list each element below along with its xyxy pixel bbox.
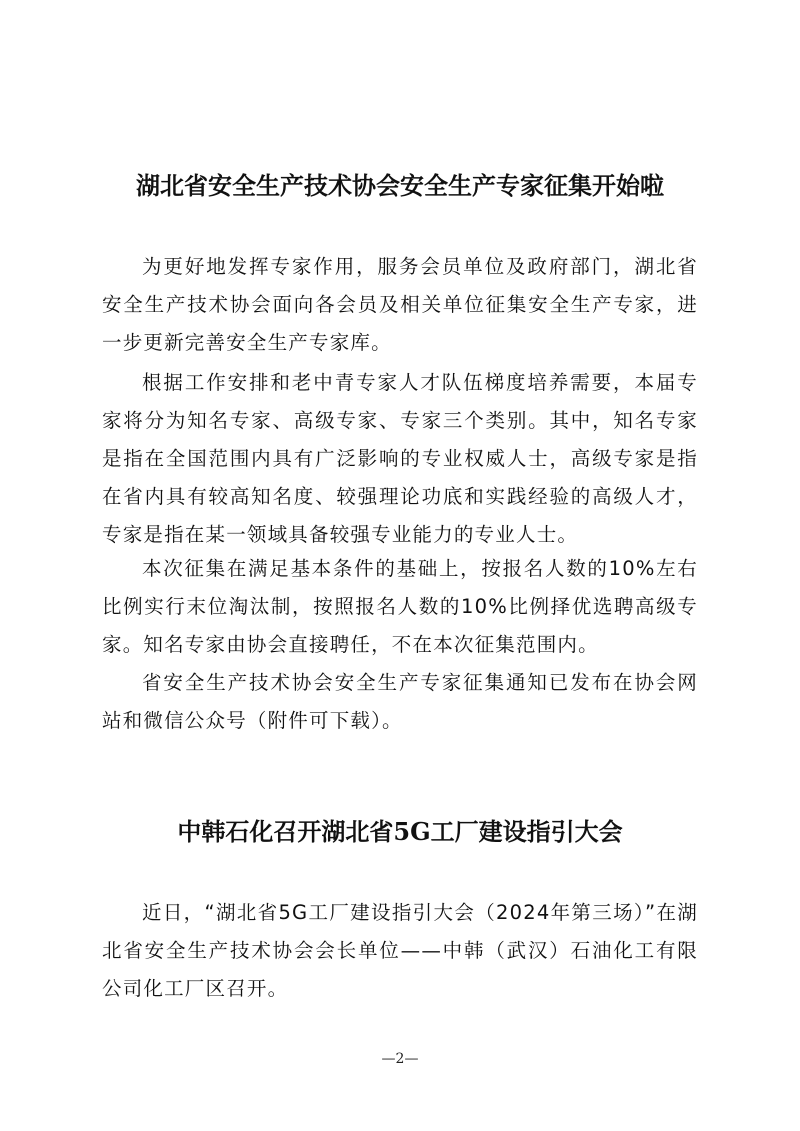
article-paragraph: 近日，“湖北省5G工厂建设指引大会（2024年第三场）”在湖北省安全生产技术协会会长单位——中韩（武汉）石油化工有限公司化工厂区召开。 bbox=[102, 901, 698, 1000]
article-title: 湖北省安全生产技术协会安全生产专家征集开始啦 bbox=[136, 171, 664, 200]
article-paragraph: 为更好地发挥专家作用，服务会员单位及政府部门，湖北省安全生产技术协会面向各会员及相关单位征集安全生产专家，进一步更新完善安全生产专家库。 bbox=[102, 255, 698, 354]
article-title: 中韩石化召开湖北省5G工厂建设指引大会 bbox=[177, 817, 623, 846]
article-paragraph: 根据工作安排和老中青专家人才队伍梯度培养需要，本届专家将分为知名专家、高级专家、专家三个类别。其中，知名专家是指在全国范围内具有广泛影响的专业权威人士，高级专家是指在省内具有较高知名度、较强理论功底和实践经验的高级人才，专家是指在某一领域具备较强专业能力的专业人士。 bbox=[102, 371, 698, 546]
article-paragraph: 省安全生产技术协会安全生产专家征集通知已发布在协会网站和微信公众号（附件可下载）。 bbox=[102, 671, 698, 732]
page-number: —2— bbox=[381, 1051, 419, 1067]
article-paragraph: 本次征集在满足基本条件的基础上，按报名人数的10%左右比例实行末位淘汰制，按照报名人数的10%比例择优选聘高级专家。知名专家由协会直接聘任，不在本次征集范围内。 bbox=[102, 557, 698, 656]
